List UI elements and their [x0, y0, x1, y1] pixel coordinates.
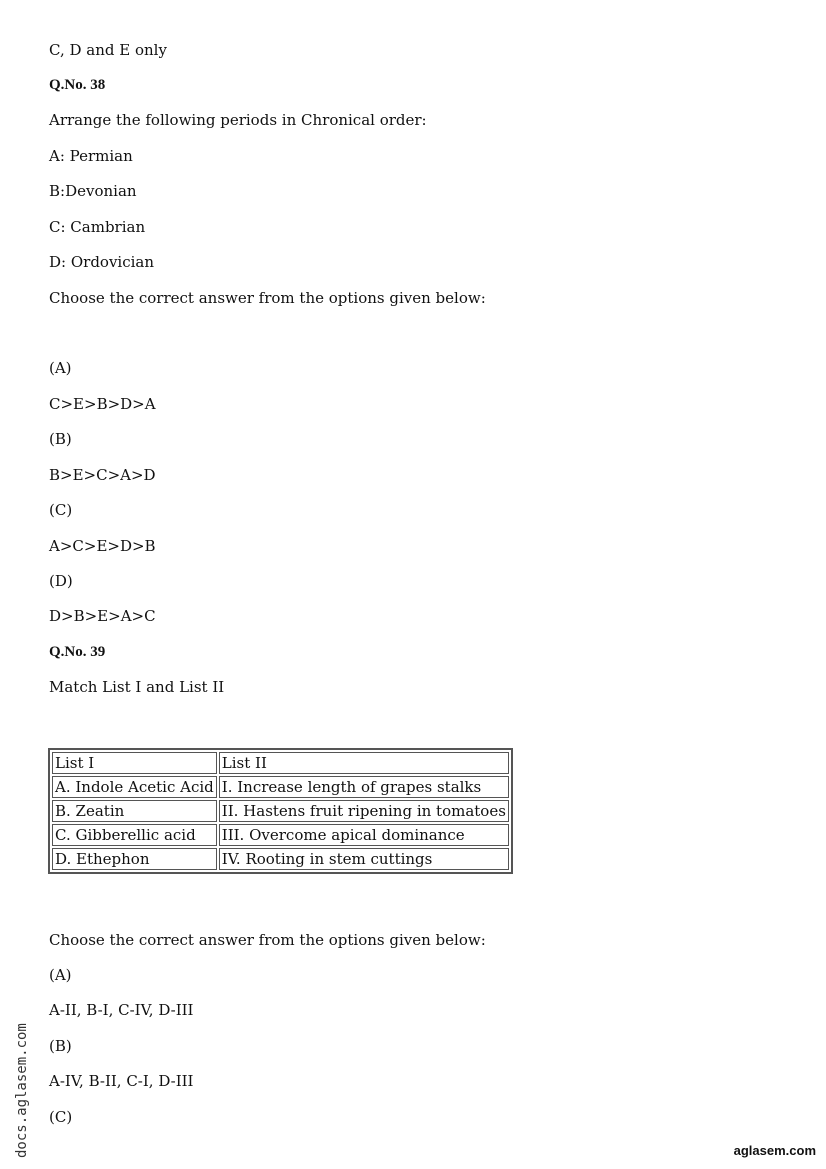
question-39-prompt: Match List I and List II — [49, 678, 225, 696]
table-header-list-ii: List II — [219, 752, 509, 774]
question-38-option-d-text: D>B>E>A>C — [49, 607, 156, 625]
table-cell: D. Ethephon — [52, 848, 217, 870]
question-38-item-a: A: Permian — [49, 147, 133, 165]
question-38-item-c: C: Cambrian — [49, 218, 146, 236]
question-38-option-b-text: B>E>C>A>D — [49, 466, 156, 484]
table-header-list-i: List I — [52, 752, 217, 774]
table-cell: A. Indole Acetic Acid — [52, 776, 217, 798]
table-cell: IV. Rooting in stem cuttings — [219, 848, 509, 870]
table-cell: C. Gibberellic acid — [52, 824, 217, 846]
question-38-option-c-label: (C) — [49, 501, 73, 519]
question-38-instruction: Choose the correct answer from the options given below: — [49, 289, 486, 307]
question-39-option-a-label: (A) — [49, 966, 72, 984]
question-38-item-b: B:Devonian — [49, 182, 137, 200]
question-38-option-d-label: (D) — [49, 572, 73, 590]
previous-answer-text: C, D and E only — [49, 41, 167, 59]
question-39-heading: Q.No. 39 — [49, 644, 106, 660]
table-cell: I. Increase length of grapes stalks — [219, 776, 509, 798]
table-row — [52, 800, 509, 822]
question-39-option-a-text: A-II, B-I, C-IV, D-III — [49, 1001, 194, 1019]
question-38-option-c-text: A>C>E>D>B — [49, 537, 156, 555]
match-table — [48, 748, 513, 874]
side-watermark: docs.aglasem.com — [14, 1023, 30, 1158]
question-38-heading: Q.No. 38 — [49, 77, 106, 93]
table-row — [52, 824, 509, 846]
question-38-option-a-text: C>E>B>D>A — [49, 395, 156, 413]
question-38-option-b-label: (B) — [49, 430, 72, 448]
table-header-row — [52, 752, 509, 774]
question-39-option-b-label: (B) — [49, 1037, 72, 1055]
table-row — [52, 848, 509, 870]
question-38-option-a-label: (A) — [49, 359, 72, 377]
corner-watermark: aglasem.com — [733, 1143, 816, 1158]
question-38-prompt: Arrange the following periods in Chronical order: — [49, 111, 427, 129]
table-cell: III. Overcome apical dominance — [219, 824, 509, 846]
table-cell: II. Hastens fruit ripening in tomatoes — [219, 800, 509, 822]
table-row — [52, 776, 509, 798]
question-39-option-c-label: (C) — [49, 1108, 73, 1126]
question-39-option-b-text: A-IV, B-II, C-I, D-III — [49, 1072, 194, 1090]
question-38-item-d: D: Ordovician — [49, 253, 155, 271]
table-cell: B. Zeatin — [52, 800, 217, 822]
question-39-instruction: Choose the correct answer from the options given below: — [49, 931, 486, 949]
